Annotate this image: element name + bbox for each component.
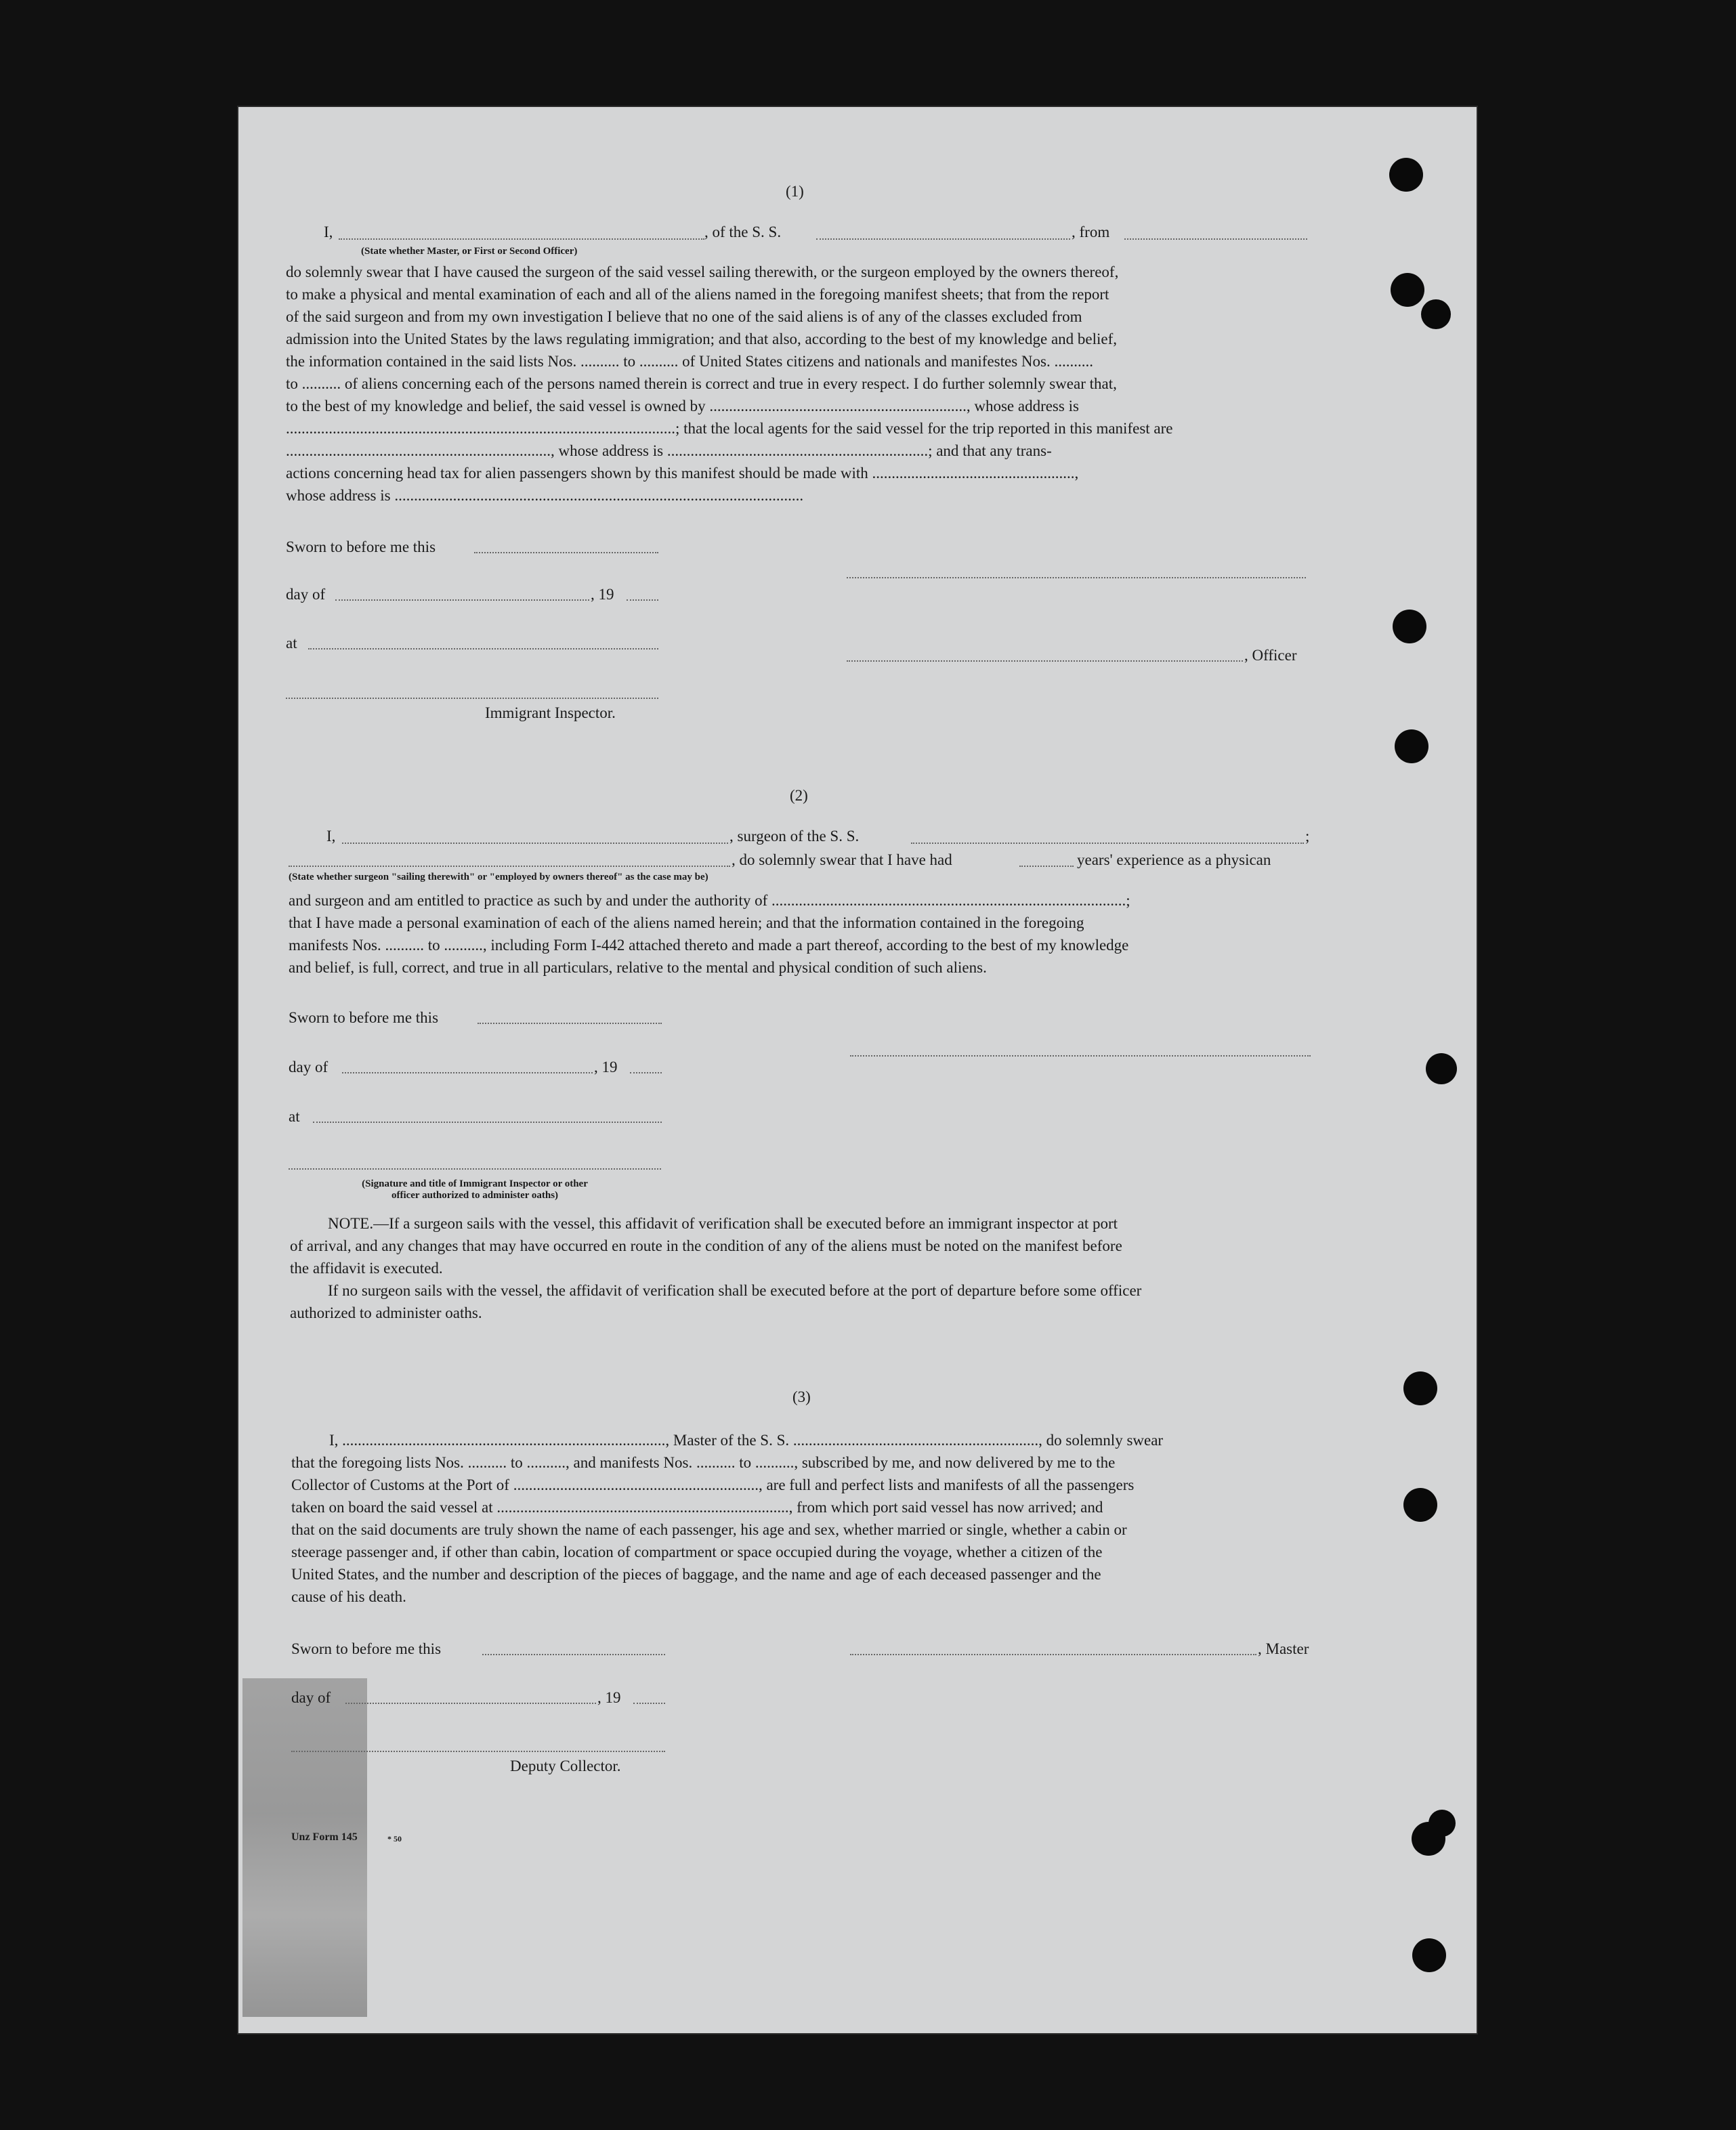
surgeon-label: , surgeon of the S. S. — [729, 828, 860, 845]
sig-hint: (Signature and title of Immigrant Inspector or other — [362, 1178, 588, 1189]
year-label: , 19 — [594, 1059, 618, 1075]
officer-label: , Officer — [1244, 647, 1297, 664]
signature-line — [289, 1168, 661, 1170]
fill-line — [630, 1072, 662, 1073]
signature-line — [847, 660, 1243, 662]
sworn-label: Sworn to before me this — [291, 1640, 442, 1657]
fill-line — [482, 1654, 665, 1655]
note-line: NOTE.—If a surgeon sails with the vessel, this affidavit of verification shall be executed before an immigrant inspector at port — [328, 1215, 1118, 1232]
body-line: actions concerning head tax for alien passengers shown by this manifest should be made with ...................................................., — [286, 465, 1079, 482]
of-ss-label: , of the S. S. — [704, 223, 782, 240]
binder-hole — [1428, 1810, 1456, 1837]
body-line: that I have made a personal examination of each of the aliens named herein; and that the information contained in the foregoing — [289, 914, 1084, 931]
hint-text: (State whether Master, or First or Second Officer) — [361, 246, 578, 257]
form-number: Unz Form 145 — [291, 1831, 358, 1843]
note-block — [290, 1212, 1314, 1324]
note-line: If no surgeon sails with the vessel, the affidavit of verification shall be executed before at the port of departure before some officer — [328, 1282, 1142, 1299]
binder-hole — [1403, 1371, 1437, 1405]
sig-hint: officer authorized to administer oaths) — [391, 1190, 559, 1201]
section1-body — [286, 261, 1310, 507]
note-line: the affidavit is executed. — [290, 1260, 443, 1277]
fill-line — [342, 843, 728, 844]
at-label: at — [289, 1108, 300, 1125]
body-line: to .......... of aliens concerning each of the persons named therein is correct and true in every respect. I do further solemnly swear that, — [286, 375, 1117, 392]
at-label: at — [286, 635, 297, 652]
from-label: , from — [1072, 223, 1110, 240]
binder-hole — [1403, 1488, 1437, 1522]
fill-line — [1019, 866, 1074, 867]
fill-line — [289, 866, 730, 867]
body-line: whose address is ......................................................................................................... — [286, 487, 804, 504]
signature-line — [291, 1751, 665, 1752]
fill-line — [345, 1703, 596, 1704]
binder-hole — [1389, 158, 1423, 192]
binder-hole — [1412, 1938, 1446, 1972]
year-label: , 19 — [591, 586, 614, 603]
body-line: that on the said documents are truly shown the name of each passenger, his age and sex, whether married or single, whether a cabin or — [291, 1521, 1127, 1538]
body-line: ....................................................................................................; that the local agents for the said vessel for the trip reported in this manifest are — [286, 420, 1173, 437]
binder-hole — [1421, 299, 1451, 329]
section-number: (2) — [790, 787, 808, 804]
body-line: the information contained in the said lists Nos. .......... to .......... of United States citizens and nationals and manifestes Nos. .......... — [286, 353, 1093, 370]
sworn-label: Sworn to before me this — [286, 538, 436, 555]
signature-line — [847, 577, 1306, 578]
fill-line — [633, 1703, 665, 1704]
section3-body — [291, 1429, 1315, 1608]
day-of-label: day of — [291, 1689, 331, 1706]
year-label: , 19 — [597, 1689, 621, 1706]
body-line: to the best of my knowledge and belief, the said vessel is owned by .................................................................., whose address is — [286, 398, 1079, 414]
fill-line — [342, 1072, 593, 1073]
body-line: cause of his death. — [291, 1588, 406, 1605]
hint-text: (State whether surgeon "sailing therewith" or "employed by owners thereof" as the case may be) — [289, 872, 708, 882]
binder-hole — [1391, 273, 1424, 307]
fill-line — [478, 1023, 662, 1024]
body-line: United States, and the number and description of the pieces of baggage, and the name and age of each deceased passenger and the — [291, 1566, 1101, 1583]
tape-strip — [242, 1678, 367, 2017]
signature-line — [850, 1654, 1256, 1655]
body-line: of the said surgeon and from my own investigation I believe that no one of the said aliens is of any of the classes excluded from — [286, 308, 1082, 325]
body-line: I, ..................................................................................., Master of the S. S. ..............................................................., do solemnly swear — [329, 1432, 1164, 1449]
signature-line — [850, 1055, 1311, 1057]
semicolon: ; — [1305, 828, 1310, 845]
body-line: manifests Nos. .......... to .........., including Form I-442 attached thereto and made a part thereof, according to the best of my knowledge — [289, 937, 1129, 954]
pronoun-i: I, — [324, 223, 333, 240]
body-line: do solemnly swear that I have caused the surgeon of the said vessel sailing therewith, or the surgeon employed by the owners thereof, — [286, 263, 1119, 280]
fill-line — [627, 599, 658, 601]
note-line: authorized to administer oaths. — [290, 1304, 482, 1321]
day-of-label: day of — [286, 586, 326, 603]
swear-label: , do solemnly swear that I have had — [732, 851, 952, 868]
section2-body — [289, 889, 1313, 979]
fill-line — [816, 238, 1070, 240]
fill-line — [911, 843, 1304, 844]
binder-hole — [1393, 610, 1426, 643]
body-line: Collector of Customs at the Port of ..............................................................., are full and perfect lists and manifests of all the passengers — [291, 1476, 1135, 1493]
sworn-label: Sworn to before me this — [289, 1009, 439, 1026]
body-line: steerage passenger and, if other than cabin, location of compartment or space occupied during the voyage, whether a citizen of the — [291, 1543, 1103, 1560]
body-line: that the foregoing lists Nos. .......... to .........., and manifests Nos. .......... to .........., subscribed by me, and now delivered by me to the — [291, 1454, 1116, 1471]
pronoun-i: I, — [326, 828, 336, 845]
body-line: and belief, is full, correct, and true in all particulars, relative to the mental and physical condition of such aliens. — [289, 959, 987, 976]
body-line: to make a physical and mental examination of each and all of the aliens named in the foregoing manifest sheets; that from the report — [286, 286, 1109, 303]
inspector-label: Immigrant Inspector. — [485, 704, 616, 721]
fill-line — [339, 238, 704, 240]
fill-line — [335, 599, 589, 601]
section-number: (3) — [792, 1388, 811, 1405]
binder-hole — [1395, 729, 1428, 763]
master-label: , Master — [1258, 1640, 1309, 1657]
signature-line — [286, 698, 658, 699]
deputy-label: Deputy Collector. — [510, 1758, 621, 1774]
day-of-label: day of — [289, 1059, 329, 1075]
body-line: ...................................................................., whose address is ...................................................................; and that any trans- — [286, 442, 1052, 459]
section-number: (1) — [786, 183, 804, 200]
body-line: admission into the United States by the laws regulating immigration; and that also, according to the best of my knowledge and belief, — [286, 331, 1118, 347]
form-code: * 50 — [387, 1834, 402, 1844]
body-line: and surgeon and am entitled to practice as such by and under the authority of ...........................................................................................; — [289, 892, 1130, 909]
body-line: taken on board the said vessel at ..........................................................................., from which port said vessel has now arrived; and — [291, 1499, 1103, 1516]
binder-hole — [1426, 1053, 1457, 1084]
fill-line — [474, 552, 658, 553]
years-label: years' experience as a physican — [1077, 851, 1271, 868]
note-line: of arrival, and any changes that may have occurred en route in the condition of any of the aliens must be noted on the manifest before — [290, 1237, 1122, 1254]
fill-line — [1124, 238, 1307, 240]
fill-line — [313, 1122, 662, 1123]
fill-line — [308, 648, 658, 649]
